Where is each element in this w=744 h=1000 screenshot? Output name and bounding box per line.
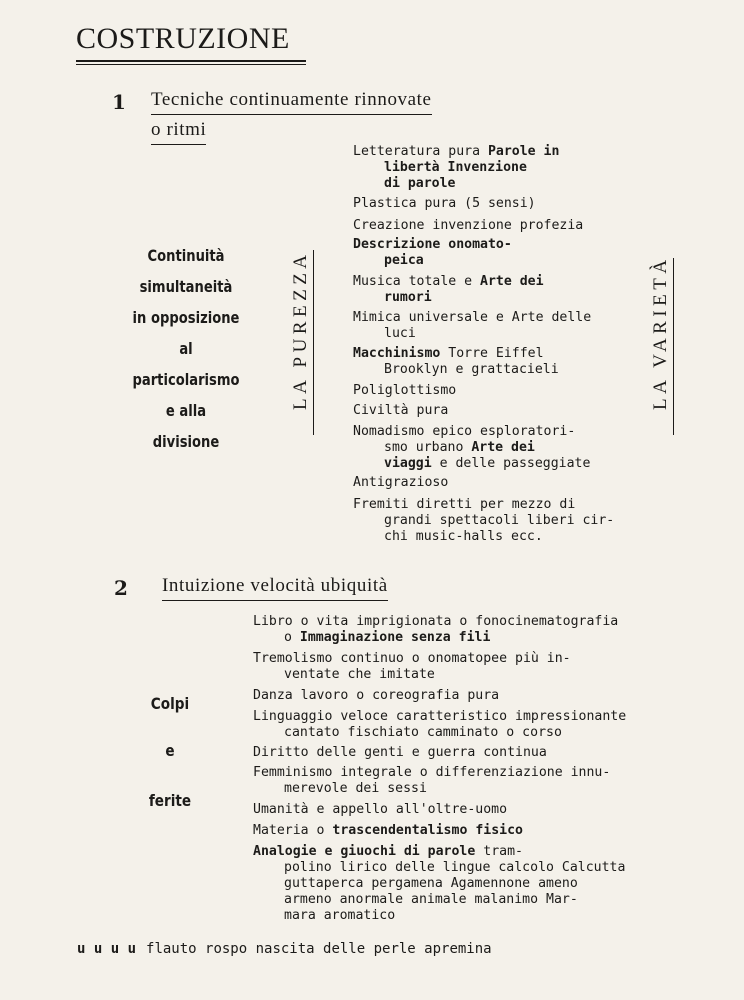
left-column-line: e alla bbox=[165, 401, 207, 420]
list-item: Danza lavoro o coreografia pura bbox=[253, 688, 500, 703]
section1-left-column bbox=[124, 240, 249, 457]
list-item: Fremiti diretti per mezzo di grandi spettacoli liberi cir- chi music-halls ecc. bbox=[353, 497, 615, 544]
list-item: Creazione invenzione profezia bbox=[353, 218, 584, 233]
purezza-rule bbox=[313, 250, 314, 435]
section2-heading: Intuizione velocità ubiquità bbox=[162, 575, 388, 601]
left-word: Colpi bbox=[150, 694, 190, 713]
section2-number: 2 bbox=[114, 576, 128, 600]
left-column-line: particolarismo bbox=[132, 370, 240, 389]
list-item: Linguaggio veloce caratteristico impressionante cantato fischiato camminato o corso bbox=[253, 709, 627, 740]
section1-heading-line2: o ritmi bbox=[151, 119, 206, 145]
list-item: Poliglottismo bbox=[353, 383, 457, 398]
varieta-rule bbox=[673, 258, 674, 435]
left-word: ferite bbox=[148, 791, 192, 810]
footer-line bbox=[77, 941, 492, 957]
list-item: Descrizione onomato- peica bbox=[353, 237, 512, 268]
vertical-label-purezza: LA PUREZZA bbox=[290, 250, 311, 410]
left-column-line: al bbox=[179, 339, 193, 358]
left-column-line: divisione bbox=[152, 432, 220, 451]
left-word: e bbox=[165, 741, 175, 760]
title-underline bbox=[76, 60, 306, 65]
list-item: Femminismo integrale o differenziazione innu- merevole dei sessi bbox=[253, 765, 611, 796]
list-item: Letteratura pura Parole in libertà Invenzione di parole bbox=[353, 144, 560, 191]
page-title: COSTRUZIONE bbox=[76, 22, 290, 55]
section1-number: 1 bbox=[112, 90, 126, 114]
left-column-line: Continuità bbox=[147, 246, 225, 265]
footer-text: flauto rospo nascita delle perle apremina bbox=[146, 941, 492, 957]
list-item: Macchinismo Torre Eiffel Brooklyn e grattacieli bbox=[353, 346, 559, 377]
list-item: Diritto delle genti e guerra continua bbox=[253, 745, 547, 760]
list-item: Umanità e appello all'oltre-uomo bbox=[253, 802, 508, 817]
left-column-line: simultaneità bbox=[139, 277, 233, 296]
list-item: Tremolismo continuo o onomatopee più in- ventate che imitate bbox=[253, 651, 571, 682]
list-item: Analogie e giuochi di parole tram- polino lirico delle lingue calcolo Calcutta guttaperca pergamena Agamennone ameno armeno anormale animale malanimo Mar- mara aromatico bbox=[253, 844, 626, 923]
section1-heading-line1: Tecniche continuamente rinnovate bbox=[151, 89, 432, 115]
footer-onomatopoeia: u u u u bbox=[77, 941, 137, 957]
left-column-line: in opposizione bbox=[132, 308, 240, 327]
list-item: Civiltà pura bbox=[353, 403, 449, 418]
list-item: Materia o trascendentalismo fisico bbox=[253, 823, 523, 838]
list-item: Plastica pura (5 sensi) bbox=[353, 196, 536, 211]
list-item: Nomadismo epico esploratori- smo urbano Arte dei viaggi e delle passeggiate bbox=[353, 424, 591, 471]
list-item: Mimica universale e Arte delle luci bbox=[353, 310, 592, 341]
list-item: Antigrazioso bbox=[353, 475, 449, 490]
vertical-label-varieta: LA VARIETÀ bbox=[650, 255, 671, 410]
list-item: Musica totale e Arte dei rumori bbox=[353, 274, 544, 305]
list-item: Libro o vita imprigionata o fonocinematografia o Immaginazione senza fili bbox=[253, 614, 619, 645]
